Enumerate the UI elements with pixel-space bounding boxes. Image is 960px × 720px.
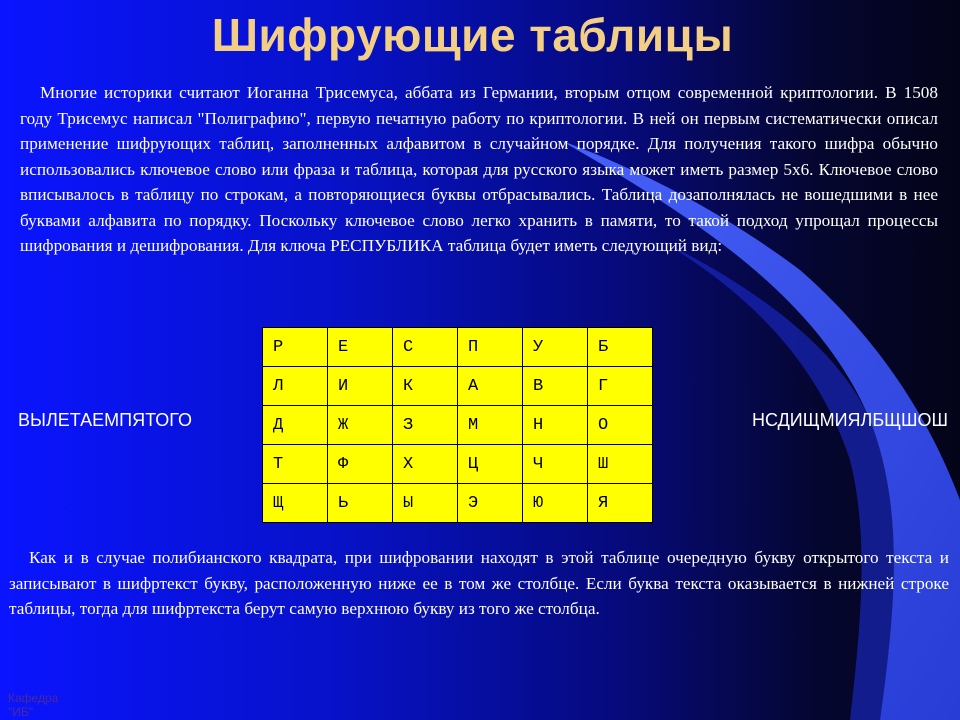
table-cell: Ф: [328, 445, 393, 484]
table-cell: Т: [263, 445, 328, 484]
table-cell: Я: [588, 484, 653, 523]
table-cell: В: [523, 367, 588, 406]
table-cell: П: [458, 328, 523, 367]
table-cell: Д: [263, 406, 328, 445]
table-cell: Ж: [328, 406, 393, 445]
table-row: [263, 445, 653, 484]
ciphertext-word: НСДИЩМИЯЛБЩШОШ: [751, 410, 948, 430]
table-row: [263, 367, 653, 406]
plaintext-word: ВЫЛЕТАЕМПЯТОГО: [18, 410, 193, 430]
table-cell: Ц: [458, 445, 523, 484]
table-cell: Х: [393, 445, 458, 484]
table-cell: А: [458, 367, 523, 406]
table-cell: Л: [263, 367, 328, 406]
table-cell: Ч: [523, 445, 588, 484]
table-cell: З: [393, 406, 458, 445]
table-cell: Р: [263, 328, 328, 367]
table-cell: У: [523, 328, 588, 367]
table-cell: Щ: [263, 484, 328, 523]
table-cell: Э: [458, 484, 523, 523]
table-cell: Б: [588, 328, 653, 367]
table-cell: К: [393, 367, 458, 406]
table-row: [263, 484, 653, 523]
table-cell: И: [328, 367, 393, 406]
footer-abbrev: "ИБ": [8, 705, 34, 719]
table-cell: Ы: [393, 484, 458, 523]
table-cell: С: [393, 328, 458, 367]
table-cell: Ш: [588, 445, 653, 484]
slide-title: Шифрующие таблицы: [211, 9, 734, 61]
table-cell: М: [458, 406, 523, 445]
trithemius-table: [262, 327, 653, 523]
table-cell: Е: [328, 328, 393, 367]
table-cell: Н: [523, 406, 588, 445]
table-cell: О: [588, 406, 653, 445]
intro-paragraph: Многие историки считают Иоганна Трисемуса, аббата из Германии, вторым отцом современной криптологии. В 1508 году Трисемус написал "Полиграфию", первую печатную работу по криптологии. В ней он первым систематически описал применение шифрующих таблиц, заполненных алфавитом в случайном порядке. Для получения такого шифра обычно использовались ключевое слово или фраза и таблица, которая для русского языка может иметь размер 5х6. Ключевое слово вписывалось в таблицу по строкам, а повторяющиеся буквы отбрасывались. Таблица дозаполнялась не вошедшими в нее буквами алфавита по порядку. Поскольку ключевое слово легко хранить в памяти, то такой подход упрощал процессы шифрования и дешифрования. Для ключа РЕСПУБЛИКА таблица будет иметь следующий вид:: [20, 83, 938, 255]
table-row: [263, 406, 653, 445]
table-cell: Ю: [523, 484, 588, 523]
table-cell: Ь: [328, 484, 393, 523]
table-cell: Г: [588, 367, 653, 406]
footer-department: Кафедра: [8, 691, 59, 705]
explanation-paragraph: Как и в случае полибианского квадрата, при шифровании находят в этой таблице очередную букву открытого текста и записывают в шифртекст букву, расположенную ниже ее в том же столбце. Если буква текста оказывается в нижней строке таблицы, тогда для шифртекста берут самую верхнюю букву из того же столбца.: [9, 548, 949, 618]
table-row: [263, 328, 653, 367]
footer-label: [8, 691, 58, 719]
